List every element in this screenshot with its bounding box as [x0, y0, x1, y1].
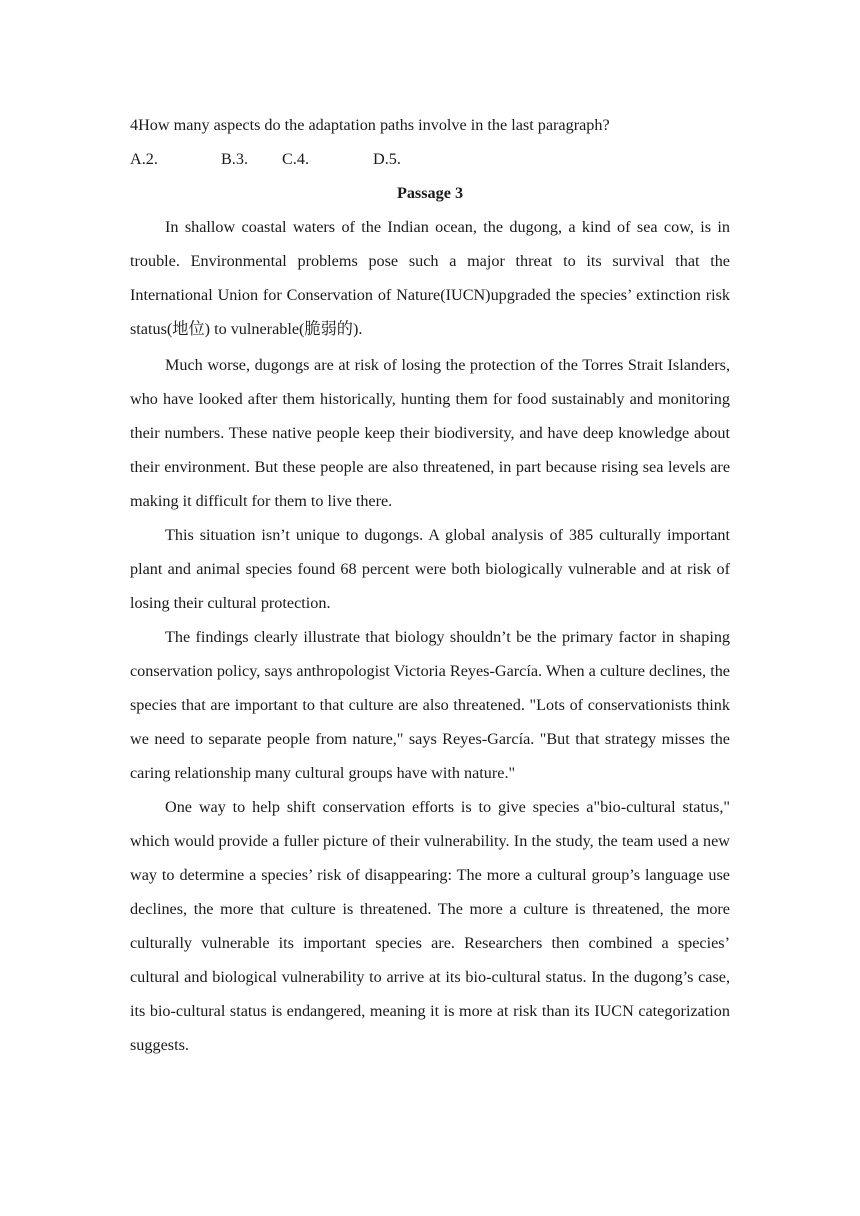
option-c: C.4.: [282, 150, 309, 168]
option-b: B.3.: [221, 150, 248, 168]
paragraph-4: The findings clearly illustrate that biology shouldn’t be the primary factor in shaping conservation policy, says anthropologist Victoria Reyes-García. When a culture declines, the species that are important to that culture are also threatened. "Lots of conservationists think we need to separate people from nature," says Reyes-García. "But that strategy misses the caring relationship many cultural groups have with nature.": [130, 628, 730, 782]
paragraph-1: In shallow coastal waters of the Indian ocean, the dugong, a kind of sea cow, is in trouble. Environmental problems pose such a major threat to its survival that the International Union for Conservation of Nature(IUCN)upgraded the species’ extinction risk status(地位) to vulnerable(脆弱的).: [130, 218, 730, 338]
paragraph-3: This situation isn’t unique to dugongs. A global analysis of 385 culturally important plant and animal species found 68 percent were both biologically vulnerable and at risk of losing their cultural protection.: [130, 526, 730, 612]
document-page: [130, 108, 730, 1062]
paragraph-2: Much worse, dugongs are at risk of losing the protection of the Torres Strait Islanders, who have looked after them historically, hunting them for food sustainably and monitoring their numbers. These native people keep their biodiversity, and have deep knowledge about their environment. But these people are also threatened, in part because rising sea levels are making it difficult for them to live there.: [130, 356, 730, 510]
question-stem: 4How many aspects do the adaptation paths involve in the last paragraph?: [130, 116, 610, 134]
option-d: D.5.: [373, 150, 401, 168]
paragraph-5: One way to help shift conservation efforts is to give species a"bio-cultural status," which would provide a fuller picture of their vulnerability. In the study, the team used a new way to determine a species’ risk of disappearing: The more a cultural group’s language use declines, the more that culture is threatened. The more a culture is threatened, the more culturally vulnerable its important species are. Researchers then combined a species’ cultural and biological vulnerability to arrive at its bio-cultural status. In the dugong’s case, its bio-cultural status is endangered, meaning it is more at risk than its IUCN categorization suggests.: [130, 798, 730, 1054]
answer-options: [130, 142, 730, 176]
option-a: A.2.: [130, 150, 158, 168]
passage-title: Passage 3: [396, 184, 464, 202]
